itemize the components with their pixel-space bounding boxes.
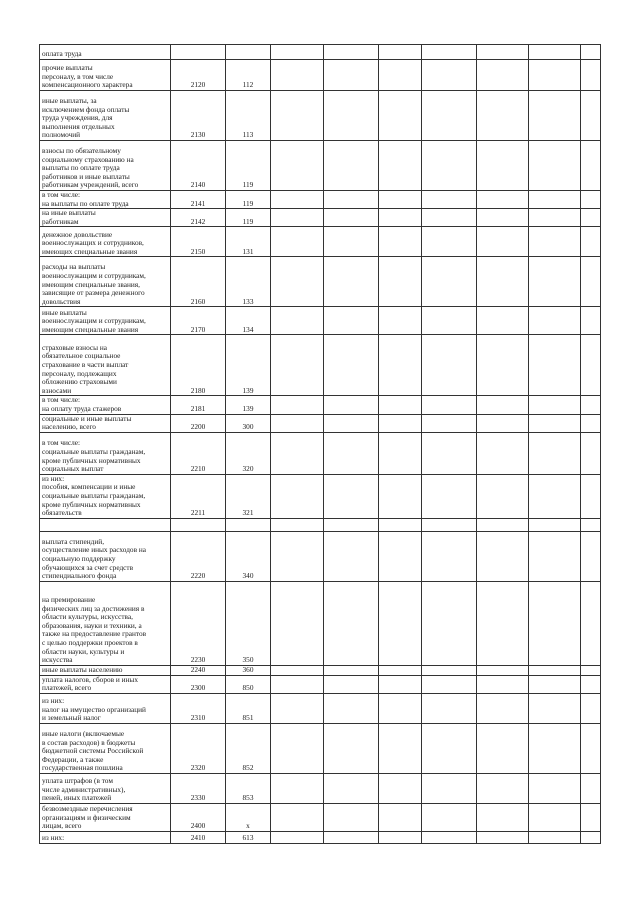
value-cell xyxy=(581,474,601,518)
row-code: 2181 xyxy=(171,396,226,414)
row-code: 2310 xyxy=(171,693,226,723)
value-cell xyxy=(581,141,601,191)
row-description: на премирование физических лиц за достижения в области культуры, искусства, образования, науки и техники, а также на предоставление грантов с целью поддержки проектов в области науки, культуры и искусства xyxy=(40,581,171,665)
value-cell xyxy=(477,581,529,665)
value-cell xyxy=(529,474,581,518)
value-cell xyxy=(379,474,422,518)
value-cell xyxy=(271,531,324,581)
value-cell xyxy=(271,474,324,518)
value-cell xyxy=(581,831,601,843)
row-description: выплата стипендий, осуществление иных расходов на социальную поддержку обучающихся за счет средств стипендиального фонда xyxy=(40,531,171,581)
row-code xyxy=(171,45,226,60)
row-description: иные выплаты, за исключением фонда оплаты труда учреждения, для выполнения отдельных полномочий xyxy=(40,91,171,141)
row-description: иные выплаты военнослужащим и сотрудникам, имеющим специальные звания xyxy=(40,307,171,335)
table-row xyxy=(40,60,601,91)
value-cell xyxy=(477,257,529,307)
value-cell xyxy=(422,209,477,227)
table-row xyxy=(40,45,601,60)
value-cell xyxy=(379,518,422,531)
value-cell xyxy=(271,335,324,396)
value-cell xyxy=(581,60,601,91)
value-cell xyxy=(529,257,581,307)
row-code: 2330 xyxy=(171,773,226,803)
value-cell xyxy=(271,831,324,843)
value-cell xyxy=(379,141,422,191)
value-cell xyxy=(477,91,529,141)
value-cell xyxy=(324,414,379,432)
value-cell xyxy=(422,257,477,307)
value-cell xyxy=(477,191,529,209)
row-kbk-code: 852 xyxy=(226,723,271,773)
value-cell xyxy=(477,773,529,803)
value-cell xyxy=(529,60,581,91)
value-cell xyxy=(529,141,581,191)
value-cell xyxy=(324,335,379,396)
value-cell xyxy=(271,396,324,414)
value-cell xyxy=(271,209,324,227)
row-code: 2141 xyxy=(171,191,226,209)
value-cell xyxy=(379,209,422,227)
value-cell xyxy=(379,581,422,665)
row-code: 2160 xyxy=(171,257,226,307)
value-cell xyxy=(379,45,422,60)
value-cell xyxy=(477,307,529,335)
table-row xyxy=(40,531,601,581)
value-cell xyxy=(529,414,581,432)
value-cell xyxy=(581,723,601,773)
row-description: на иные выплаты работникам xyxy=(40,209,171,227)
value-cell xyxy=(324,531,379,581)
row-kbk-code xyxy=(226,45,271,60)
value-cell xyxy=(477,831,529,843)
value-cell xyxy=(477,141,529,191)
value-cell xyxy=(324,723,379,773)
value-cell xyxy=(324,191,379,209)
value-cell xyxy=(324,693,379,723)
value-cell xyxy=(477,432,529,474)
table-row xyxy=(40,665,601,675)
value-cell xyxy=(477,209,529,227)
value-cell xyxy=(529,45,581,60)
value-cell xyxy=(324,257,379,307)
value-cell xyxy=(422,227,477,257)
table-row xyxy=(40,693,601,723)
value-cell xyxy=(379,227,422,257)
value-cell xyxy=(477,335,529,396)
row-description: иные выплаты населению xyxy=(40,665,171,675)
row-code: 2142 xyxy=(171,209,226,227)
row-kbk-code: 139 xyxy=(226,396,271,414)
row-kbk-code: 613 xyxy=(226,831,271,843)
row-kbk-code: 360 xyxy=(226,665,271,675)
value-cell xyxy=(422,518,477,531)
value-cell xyxy=(529,581,581,665)
value-cell xyxy=(324,773,379,803)
value-cell xyxy=(581,518,601,531)
value-cell xyxy=(581,307,601,335)
row-description: иные налоги (включаемые в состав расходов) в бюджеты бюджетной системы Российской Федерации, а также государственная пошлина xyxy=(40,723,171,773)
value-cell xyxy=(422,831,477,843)
row-kbk-code: 119 xyxy=(226,141,271,191)
table-row xyxy=(40,518,601,531)
value-cell xyxy=(477,227,529,257)
table-row xyxy=(40,396,601,414)
value-cell xyxy=(422,723,477,773)
row-description: денежное довольствие военнослужащих и сотрудников, имеющих специальные звания xyxy=(40,227,171,257)
row-kbk-code: 119 xyxy=(226,209,271,227)
row-kbk-code: 119 xyxy=(226,191,271,209)
value-cell xyxy=(422,307,477,335)
value-cell xyxy=(324,474,379,518)
value-cell xyxy=(422,693,477,723)
value-cell xyxy=(529,91,581,141)
value-cell xyxy=(422,396,477,414)
value-cell xyxy=(324,518,379,531)
table-row xyxy=(40,191,601,209)
row-description: в том числе: на выплаты по оплате труда xyxy=(40,191,171,209)
row-description: в том числе: на оплату труда стажеров xyxy=(40,396,171,414)
value-cell xyxy=(529,693,581,723)
value-cell xyxy=(324,60,379,91)
value-cell xyxy=(271,723,324,773)
value-cell xyxy=(379,773,422,803)
value-cell xyxy=(477,803,529,831)
value-cell xyxy=(324,831,379,843)
value-cell xyxy=(422,773,477,803)
row-code: 2150 xyxy=(171,227,226,257)
row-description: социальные и иные выплаты населению, всего xyxy=(40,414,171,432)
row-description: из них: налог на имущество организаций и земельный налог xyxy=(40,693,171,723)
value-cell xyxy=(271,675,324,693)
value-cell xyxy=(581,91,601,141)
row-kbk-code: 851 xyxy=(226,693,271,723)
value-cell xyxy=(477,723,529,773)
row-kbk-code: 113 xyxy=(226,91,271,141)
value-cell xyxy=(581,209,601,227)
table-row xyxy=(40,723,601,773)
value-cell xyxy=(379,91,422,141)
row-code: 2130 xyxy=(171,91,226,141)
table-row xyxy=(40,803,601,831)
table-row xyxy=(40,773,601,803)
value-cell xyxy=(324,432,379,474)
row-code: 2140 xyxy=(171,141,226,191)
value-cell xyxy=(379,307,422,335)
value-cell xyxy=(271,91,324,141)
value-cell xyxy=(581,531,601,581)
value-cell xyxy=(422,581,477,665)
value-cell xyxy=(529,803,581,831)
value-cell xyxy=(379,723,422,773)
row-code: 2300 xyxy=(171,675,226,693)
row-description: из них: xyxy=(40,831,171,843)
row-code: 2320 xyxy=(171,723,226,773)
value-cell xyxy=(271,581,324,665)
row-code: 2210 xyxy=(171,432,226,474)
table-row xyxy=(40,675,601,693)
value-cell xyxy=(422,45,477,60)
value-cell xyxy=(324,91,379,141)
value-cell xyxy=(422,414,477,432)
row-code: 2170 xyxy=(171,307,226,335)
value-cell xyxy=(529,432,581,474)
value-cell xyxy=(581,414,601,432)
table-row xyxy=(40,335,601,396)
value-cell xyxy=(271,141,324,191)
value-cell xyxy=(379,831,422,843)
value-cell xyxy=(422,803,477,831)
row-kbk-code: 131 xyxy=(226,227,271,257)
value-cell xyxy=(477,665,529,675)
value-cell xyxy=(271,414,324,432)
value-cell xyxy=(477,474,529,518)
value-cell xyxy=(379,335,422,396)
value-cell xyxy=(529,531,581,581)
value-cell xyxy=(271,191,324,209)
value-cell xyxy=(324,581,379,665)
row-description xyxy=(40,518,171,531)
value-cell xyxy=(324,45,379,60)
row-description: в том числе: социальные выплаты гражданам, кроме публичных нормативных социальных выплат xyxy=(40,432,171,474)
row-code: 2120 xyxy=(171,60,226,91)
value-cell xyxy=(271,693,324,723)
row-description: взносы по обязательному социальному страхованию на выплаты по оплате труда работников и иные выплаты работникам учреждений, всего xyxy=(40,141,171,191)
row-description: безвозмездные перечисления организациям и физическим лицам, всего xyxy=(40,803,171,831)
value-cell xyxy=(529,773,581,803)
value-cell xyxy=(581,693,601,723)
value-cell xyxy=(379,60,422,91)
value-cell xyxy=(529,209,581,227)
row-description: из них: пособия, компенсации и иные социальные выплаты гражданам, кроме публичных нормативных обязательств xyxy=(40,474,171,518)
value-cell xyxy=(529,396,581,414)
value-cell xyxy=(529,831,581,843)
row-description: уплата налогов, сборов и иных платежей, всего xyxy=(40,675,171,693)
table-row xyxy=(40,257,601,307)
table-row xyxy=(40,581,601,665)
row-kbk-code: x xyxy=(226,803,271,831)
value-cell xyxy=(324,141,379,191)
value-cell xyxy=(324,396,379,414)
row-code: 2211 xyxy=(171,474,226,518)
value-cell xyxy=(271,257,324,307)
table-row xyxy=(40,227,601,257)
row-description: уплата штрафов (в том числе административных), пеней, иных платежей xyxy=(40,773,171,803)
value-cell xyxy=(581,665,601,675)
value-cell xyxy=(422,191,477,209)
value-cell xyxy=(422,531,477,581)
value-cell xyxy=(379,257,422,307)
table-row xyxy=(40,831,601,843)
value-cell xyxy=(422,91,477,141)
row-kbk-code: 320 xyxy=(226,432,271,474)
row-code xyxy=(171,518,226,531)
value-cell xyxy=(529,227,581,257)
row-kbk-code: 139 xyxy=(226,335,271,396)
value-cell xyxy=(422,675,477,693)
row-kbk-code: 300 xyxy=(226,414,271,432)
value-cell xyxy=(581,773,601,803)
value-cell xyxy=(581,257,601,307)
value-cell xyxy=(271,45,324,60)
value-cell xyxy=(379,414,422,432)
value-cell xyxy=(271,803,324,831)
value-cell xyxy=(271,518,324,531)
value-cell xyxy=(477,396,529,414)
value-cell xyxy=(529,675,581,693)
value-cell xyxy=(422,432,477,474)
value-cell xyxy=(324,675,379,693)
value-cell xyxy=(379,191,422,209)
row-kbk-code: 850 xyxy=(226,675,271,693)
table-row xyxy=(40,91,601,141)
value-cell xyxy=(271,773,324,803)
value-cell xyxy=(581,675,601,693)
value-cell xyxy=(477,60,529,91)
value-cell xyxy=(271,60,324,91)
value-cell xyxy=(379,675,422,693)
value-cell xyxy=(324,227,379,257)
row-kbk-code: 321 xyxy=(226,474,271,518)
table-row xyxy=(40,209,601,227)
row-description: прочие выплаты персоналу, в том числе компенсационного характера xyxy=(40,60,171,91)
value-cell xyxy=(529,518,581,531)
value-cell xyxy=(422,665,477,675)
value-cell xyxy=(422,141,477,191)
table-row xyxy=(40,432,601,474)
row-code: 2220 xyxy=(171,531,226,581)
value-cell xyxy=(379,803,422,831)
value-cell xyxy=(422,474,477,518)
financial-plan-table xyxy=(39,44,601,844)
value-cell xyxy=(581,803,601,831)
row-kbk-code xyxy=(226,518,271,531)
row-kbk-code: 340 xyxy=(226,531,271,581)
value-cell xyxy=(379,396,422,414)
row-code: 2180 xyxy=(171,335,226,396)
row-kbk-code: 853 xyxy=(226,773,271,803)
value-cell xyxy=(324,665,379,675)
row-description: расходы на выплаты военнослужащим и сотрудникам, имеющим специальные звания, зависящие от размера денежного довольствия xyxy=(40,257,171,307)
value-cell xyxy=(477,675,529,693)
table-row xyxy=(40,474,601,518)
value-cell xyxy=(529,723,581,773)
value-cell xyxy=(529,307,581,335)
row-code: 2240 xyxy=(171,665,226,675)
value-cell xyxy=(529,191,581,209)
value-cell xyxy=(581,227,601,257)
value-cell xyxy=(271,432,324,474)
value-cell xyxy=(379,432,422,474)
value-cell xyxy=(271,665,324,675)
value-cell xyxy=(422,60,477,91)
row-code: 2230 xyxy=(171,581,226,665)
row-description: оплата труда xyxy=(40,45,171,60)
value-cell xyxy=(529,665,581,675)
value-cell xyxy=(581,581,601,665)
row-code: 2200 xyxy=(171,414,226,432)
value-cell xyxy=(581,432,601,474)
row-code: 2410 xyxy=(171,831,226,843)
row-kbk-code: 350 xyxy=(226,581,271,665)
value-cell xyxy=(271,307,324,335)
value-cell xyxy=(477,531,529,581)
value-cell xyxy=(379,665,422,675)
value-cell xyxy=(477,693,529,723)
table-row xyxy=(40,307,601,335)
value-cell xyxy=(379,531,422,581)
value-cell xyxy=(379,693,422,723)
value-cell xyxy=(477,45,529,60)
value-cell xyxy=(422,335,477,396)
value-cell xyxy=(581,191,601,209)
row-description: страховые взносы на обязательное социальное страхование в части выплат персоналу, подлежащих обложению страховыми взносами xyxy=(40,335,171,396)
value-cell xyxy=(477,414,529,432)
row-code: 2400 xyxy=(171,803,226,831)
value-cell xyxy=(477,518,529,531)
value-cell xyxy=(324,803,379,831)
table-row xyxy=(40,414,601,432)
value-cell xyxy=(581,335,601,396)
row-kbk-code: 134 xyxy=(226,307,271,335)
row-kbk-code: 112 xyxy=(226,60,271,91)
value-cell xyxy=(324,209,379,227)
value-cell xyxy=(581,45,601,60)
table-row xyxy=(40,141,601,191)
value-cell xyxy=(529,335,581,396)
value-cell xyxy=(324,307,379,335)
value-cell xyxy=(271,227,324,257)
value-cell xyxy=(581,396,601,414)
row-kbk-code: 133 xyxy=(226,257,271,307)
